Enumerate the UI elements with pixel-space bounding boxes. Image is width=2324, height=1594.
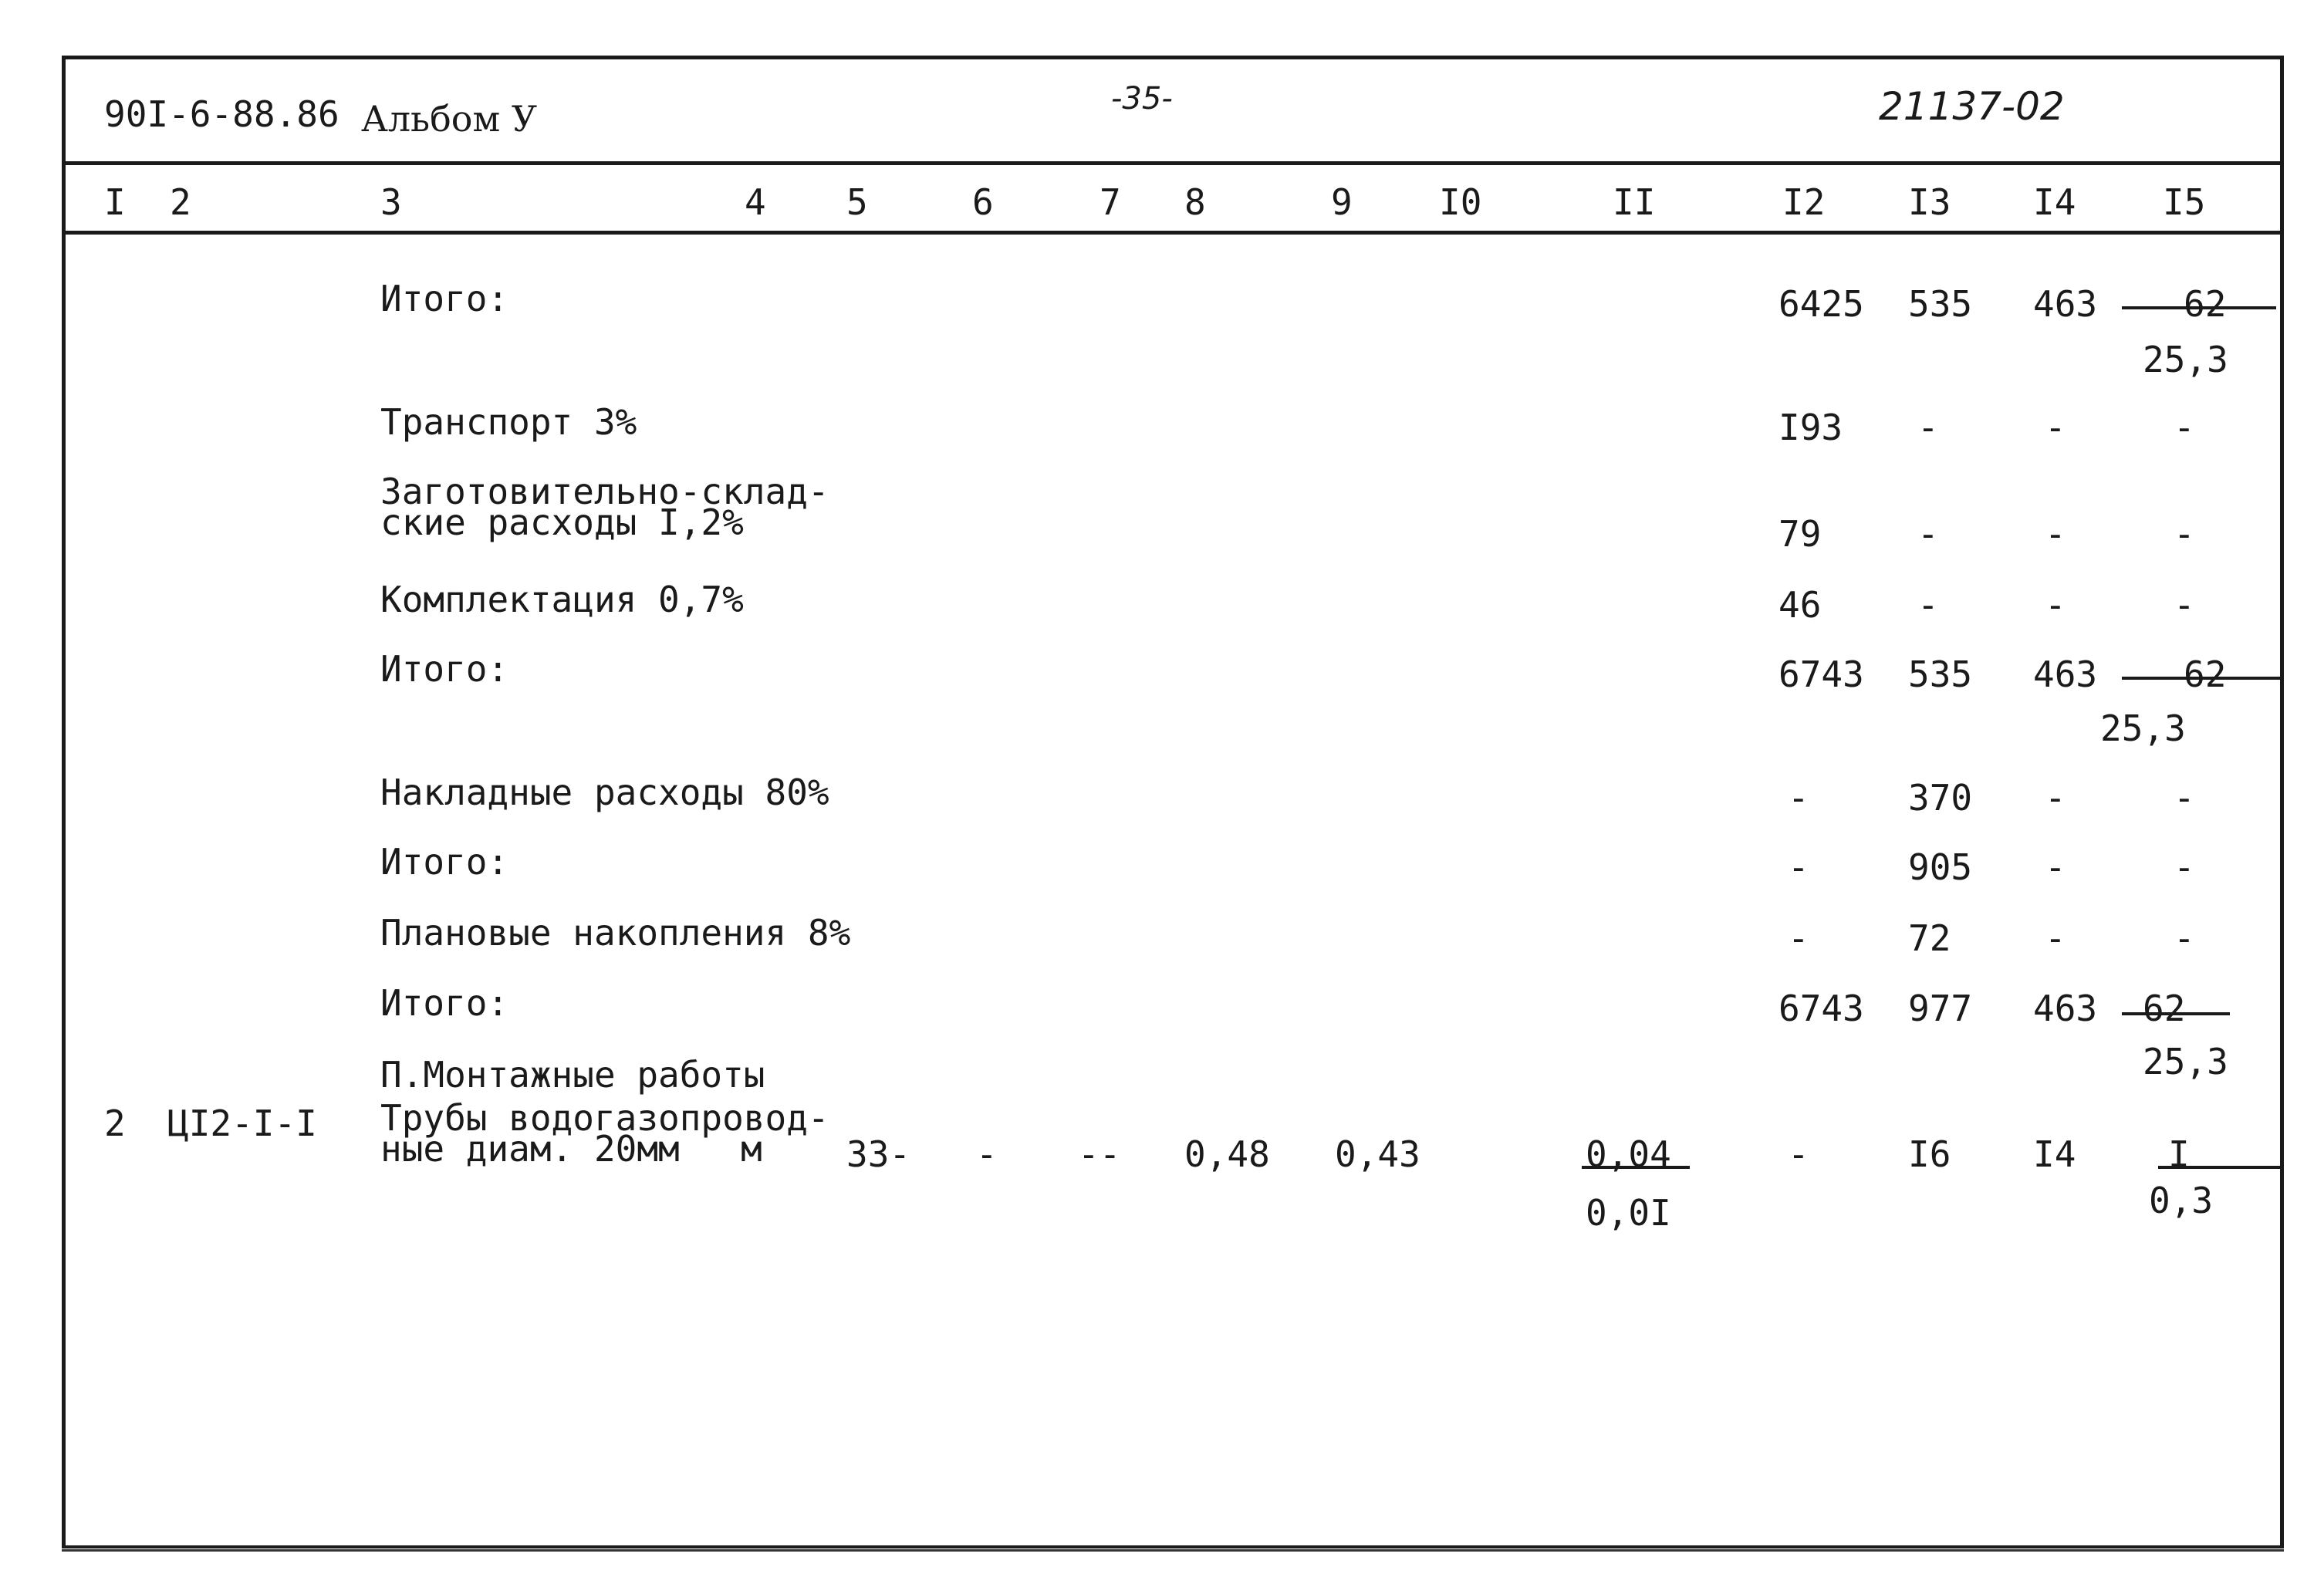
- row-label: Итого:: [380, 648, 509, 690]
- cell-c15-top: 62: [2184, 283, 2227, 325]
- fraction-line: [2122, 677, 2280, 680]
- cell-c12: 46: [1778, 584, 1822, 626]
- cell-c15-top: I: [2168, 1133, 2190, 1175]
- col-11: II: [1613, 181, 1656, 223]
- cell-c13: -: [1917, 407, 1939, 448]
- cell-c11-bot: 0,0I: [1586, 1192, 1671, 1234]
- row-label: Транспорт 3%: [380, 401, 637, 443]
- row-label: Итого:: [380, 278, 509, 319]
- cell-c13: 905: [1908, 846, 1973, 888]
- cell-c12: -: [1788, 917, 1809, 959]
- doc-number: 21137-02: [1879, 84, 2065, 129]
- cell-c14: -: [2045, 584, 2066, 626]
- col-5: 5: [846, 181, 868, 223]
- row-label: Итого:: [380, 982, 509, 1024]
- cell-c13: 72: [1908, 917, 1951, 959]
- row-label: Плановые накопления 8%: [380, 912, 851, 954]
- fraction-line: [1582, 1166, 1690, 1169]
- cell-c15-bot: 25,3: [2143, 1041, 2228, 1082]
- page-number: -35-: [1111, 81, 1173, 117]
- col-6: 6: [972, 181, 994, 223]
- cell-c14: 463: [2033, 653, 2098, 695]
- cell-c14: I4: [2033, 1133, 2076, 1175]
- cell-c15-top: 62: [2143, 988, 2186, 1029]
- row-label-line2: ские расходы I,2%: [380, 502, 744, 543]
- cell-c13: 977: [1908, 988, 1973, 1029]
- cell-c12: 6743: [1778, 653, 1864, 695]
- col-15: I5: [2163, 181, 2206, 223]
- fraction-line: [2122, 1012, 2230, 1015]
- cell-c13: 535: [1908, 653, 1973, 695]
- cell-c12: 79: [1778, 513, 1822, 555]
- cell-c13: 535: [1908, 283, 1973, 325]
- colnum-divider: [66, 231, 2280, 235]
- cell-c14: -: [2045, 407, 2066, 448]
- cell-c12: 6425: [1778, 283, 1864, 325]
- row-label: Комплектация 0,7%: [380, 579, 744, 620]
- col-7: 7: [1100, 181, 1121, 223]
- cell-c14: 463: [2033, 283, 2098, 325]
- header-divider: [66, 161, 2280, 165]
- row-label: Итого:: [380, 841, 509, 883]
- cell-c15-top: -: [2174, 407, 2195, 448]
- cell-c5: 33-: [846, 1133, 911, 1175]
- cell-c11-top: 0,04: [1586, 1133, 1671, 1175]
- cell-c12: -: [1788, 777, 1809, 819]
- row-label-line2: ные диам. 20мм: [380, 1128, 680, 1170]
- row-label-line1: Заготовительно-склад-: [380, 471, 829, 512]
- cell-c14: -: [2045, 777, 2066, 819]
- cell-c15-top: -: [2174, 917, 2195, 959]
- cell-c13: -: [1917, 584, 1939, 626]
- col-8: 8: [1184, 181, 1206, 223]
- cell-c14: 463: [2033, 988, 2098, 1029]
- col-14: I4: [2033, 181, 2076, 223]
- cell-c12: 6743: [1778, 988, 1864, 1029]
- fraction-line: [2158, 1166, 2280, 1169]
- row-label-line1: Трубы водогазопровод-: [380, 1097, 829, 1139]
- cell-c12: -: [1788, 1133, 1809, 1175]
- row-label: Накладные расходы 80%: [380, 772, 829, 813]
- col-2: 2: [170, 181, 191, 223]
- col-12: I2: [1782, 181, 1826, 223]
- cell-c8: 0,48: [1184, 1133, 1270, 1175]
- cell-c9: 0,43: [1335, 1133, 1420, 1175]
- col-10: I0: [1439, 181, 1482, 223]
- bottom-rule: [62, 1549, 2284, 1552]
- cell-c13: 370: [1908, 777, 1973, 819]
- cell-c15-bot: 25,3: [2100, 708, 2186, 749]
- cell-c2: ЦI2-I-I: [167, 1103, 317, 1144]
- cell-c15-top: 62: [2184, 653, 2227, 695]
- cell-c14: -: [2045, 513, 2066, 555]
- col-4: 4: [745, 181, 766, 223]
- document-frame: [62, 56, 2284, 1548]
- col-13: I3: [1908, 181, 1951, 223]
- cell-c14: -: [2045, 917, 2066, 959]
- cell-c13: -: [1917, 513, 1939, 555]
- cell-c6: -: [976, 1133, 998, 1175]
- col-1: I: [104, 181, 126, 223]
- album-label: Альбом У: [361, 98, 538, 140]
- doc-code: 90I-6-88.86: [104, 93, 339, 135]
- cell-c12: I93: [1778, 407, 1843, 448]
- section-heading: П.Монтажные работы: [380, 1054, 765, 1096]
- cell-c15-bot: 25,3: [2143, 339, 2228, 380]
- cell-c15-top: -: [2174, 513, 2195, 555]
- col-9: 9: [1331, 181, 1353, 223]
- cell-c15-top: -: [2174, 584, 2195, 626]
- cell-c13: I6: [1908, 1133, 1951, 1175]
- cell-c1: 2: [104, 1103, 126, 1144]
- fraction-line: [2122, 306, 2276, 309]
- cell-c14: -: [2045, 846, 2066, 888]
- cell-c15-top: -: [2174, 846, 2195, 888]
- cell-c12: -: [1788, 846, 1809, 888]
- cell-c15-bot: 0,3: [2149, 1180, 2214, 1221]
- cell-c4: м: [741, 1128, 762, 1170]
- cell-c15-top: -: [2174, 777, 2195, 819]
- cell-c7: --: [1078, 1133, 1121, 1175]
- col-3: 3: [380, 181, 402, 223]
